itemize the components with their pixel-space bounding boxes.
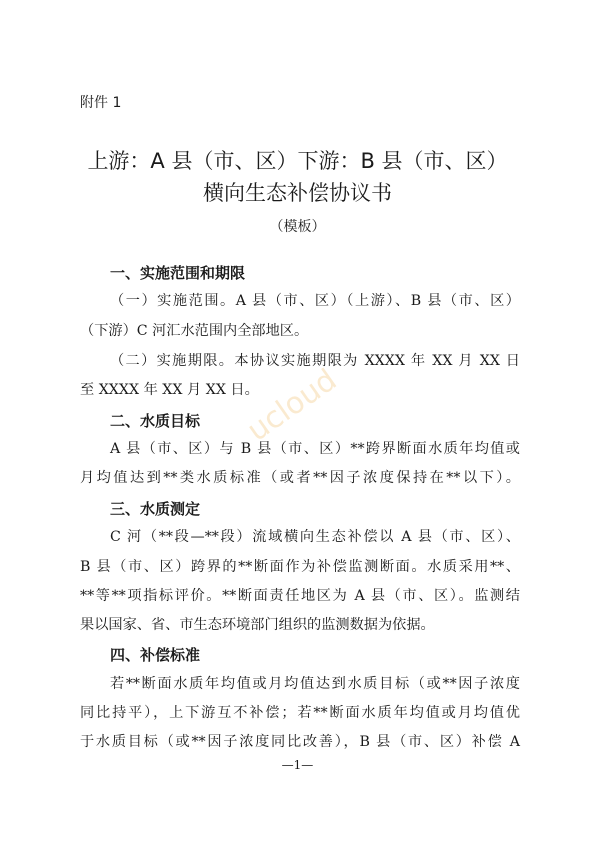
section-heading-water-testing: 三、水质测定 <box>110 500 201 518</box>
section-heading-scope: 一、实施范围和期限 <box>110 264 246 282</box>
page-number: —1— <box>281 758 314 772</box>
paragraph-line: 同比持平），上下游互不补偿；若**断面水质年均值或月均值优 <box>80 705 520 721</box>
document-subtitle: （模板） <box>269 219 326 235</box>
paragraph-line: 果以国家、省、市生态环境部门组织的监测数据为依据。 <box>80 617 435 633</box>
paragraph-line: 于水质目标（或**因子浓度同比改善），B 县（市、区）补偿 A <box>80 734 520 750</box>
paragraph-line: 至 XXXX 年 XX 月 XX 日。 <box>80 382 259 398</box>
paragraph-line: B 县（市、区）跨界的**断面作为补偿监测断面。水质采用**、 <box>80 559 520 575</box>
paragraph-line: **等**项指标评价。**断面责任地区为 A 县（市、区）。监测结 <box>80 588 520 604</box>
attachment-label: 附件 1 <box>80 95 122 111</box>
document-title-line2: 横向生态补偿协议书 <box>203 181 392 205</box>
document-title-line1: 上游：A 县（市、区）下游：B 县（市、区） <box>87 149 508 173</box>
paragraph-line: 若**断面水质年均值或月均值达到水质目标（或**因子浓度 <box>110 676 520 692</box>
paragraph-line: （一）实施范围。A 县（市、区）（上游）、B 县（市、区） <box>110 293 520 309</box>
watermark: ucloud <box>241 362 344 449</box>
section-heading-compensation: 四、补偿标准 <box>110 646 201 664</box>
paragraph-line: C 河（**段—**段）流域横向生态补偿以 A 县（市、区）、 <box>110 529 520 545</box>
paragraph-line: （下游）C 河汇水范围内全部地区。 <box>80 323 309 339</box>
section-heading-water-target: 二、水质目标 <box>110 412 201 430</box>
paragraph-line: 月均值达到**类水质标准（或者**因子浓度保持在**以下）。 <box>80 470 520 486</box>
paragraph-line: A 县（市、区）与 B 县（市、区）**跨界断面水质年均值或 <box>110 441 520 457</box>
paragraph-line: （二）实施期限。本协议实施期限为 XXXX 年 XX 月 XX 日 <box>110 353 520 369</box>
